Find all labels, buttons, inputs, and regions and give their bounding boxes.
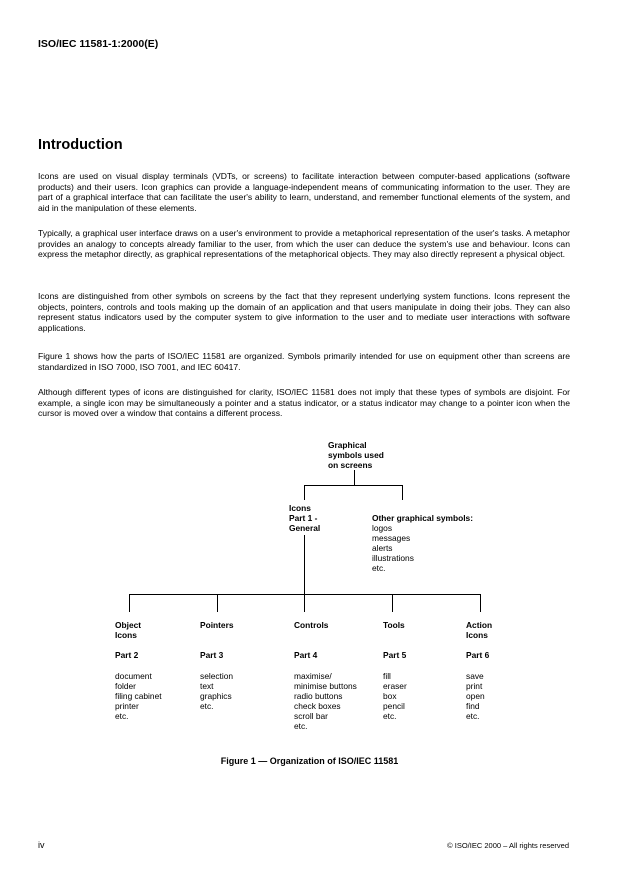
paragraph: Figure 1 shows how the parts of ISO/IEC 11581 are organized. Symbols primarily intended for use on equipment other than screens are standardized in ISO 7000, ISO 7001, and IEC 60417. xyxy=(38,351,570,372)
branch-items: maximise/ minimise buttons radio buttons check boxes scroll bar etc. xyxy=(294,671,357,731)
connector-line xyxy=(480,594,481,612)
connector-line xyxy=(304,485,402,486)
branch-items: document folder filing cabinet printer etc. xyxy=(115,671,162,721)
connector-line xyxy=(217,594,218,612)
paragraph: Icons are distinguished from other symbols on screens by the fact that they represent underlying system functions. Icons represent the objects, pointers, controls and tools making up the domain of an application and that users manipulate in doing their jobs. They can also represent status indicators used by the computer system to give information to the user and to mediate user interactions with software applications. xyxy=(38,291,570,333)
document-id: ISO/IEC 11581-1:2000(E) xyxy=(38,38,159,50)
branch-items: selection text graphics etc. xyxy=(200,671,234,711)
branch-items: fill eraser box pencil etc. xyxy=(383,671,407,721)
branch-name: Pointers xyxy=(200,620,234,630)
paragraph: Typically, a graphical user interface draws on a user's environment to provide a metaphorical representation of the user's tasks. A metaphor provides an analogy to concepts already familiar to the user, from which the user can deduce the system's use and behaviour. Icons can express the metaphor directly, as graphical representations of the metaphorical objects. They may also directly represent a physical object. xyxy=(38,228,570,259)
paragraph: Icons are used on visual display terminals (VDTs, or screens) to facilitate interaction between computer-based applications (software products) and their users. Icon graphics can provide a language-independent means of communicating information to the user. They are part of a graphical interface that can facilitate the user's ability to learn, understand, and remember functional elements of the system, and aid in the manipulation of these elements. xyxy=(38,171,570,213)
branch-part: Part 6 xyxy=(466,650,490,660)
connector-line xyxy=(354,470,355,485)
copyright-notice: © ISO/IEC 2000 – All rights reserved xyxy=(447,841,569,850)
other-symbols-node xyxy=(372,503,473,583)
branch-part: Part 4 xyxy=(294,650,318,660)
connector-line xyxy=(304,485,305,500)
figure-caption: Figure 1 — Organization of ISO/IEC 11581 xyxy=(220,756,399,766)
branch-part: Part 3 xyxy=(200,650,224,660)
branch-name: Object Icons xyxy=(115,620,142,640)
other-symbols-title: Other graphical symbols: xyxy=(372,513,473,523)
branch-name: Controls xyxy=(294,620,329,630)
branch-part: Part 5 xyxy=(383,650,407,660)
connector-line xyxy=(129,594,130,612)
connector-line xyxy=(392,594,393,612)
connector-line xyxy=(402,485,403,500)
branch-name: Tools xyxy=(383,620,405,630)
paragraph: Although different types of icons are distinguished for clarity, ISO/IEC 11581 does not imply that these types of symbols are disjoint. For example, a single icon may be simultaneously a pointer and a status indicator, or a status indicator may change to a pointer icon when the cursor is moved over a window that contains a different process. xyxy=(38,387,570,418)
other-symbols-list: logos messages alerts illustrations etc. xyxy=(372,523,414,573)
connector-line xyxy=(304,594,305,612)
branch-items: save print open find etc. xyxy=(466,671,485,721)
section-title: Introduction xyxy=(38,137,123,153)
connector-line xyxy=(304,535,305,594)
page-number: iv xyxy=(38,840,45,850)
root-node: Graphical symbols used on screens xyxy=(328,440,384,470)
branch-name: Action Icons xyxy=(466,620,493,640)
icons-general-node: Icons Part 1 - General xyxy=(289,503,321,533)
branch-part: Part 2 xyxy=(115,650,139,660)
